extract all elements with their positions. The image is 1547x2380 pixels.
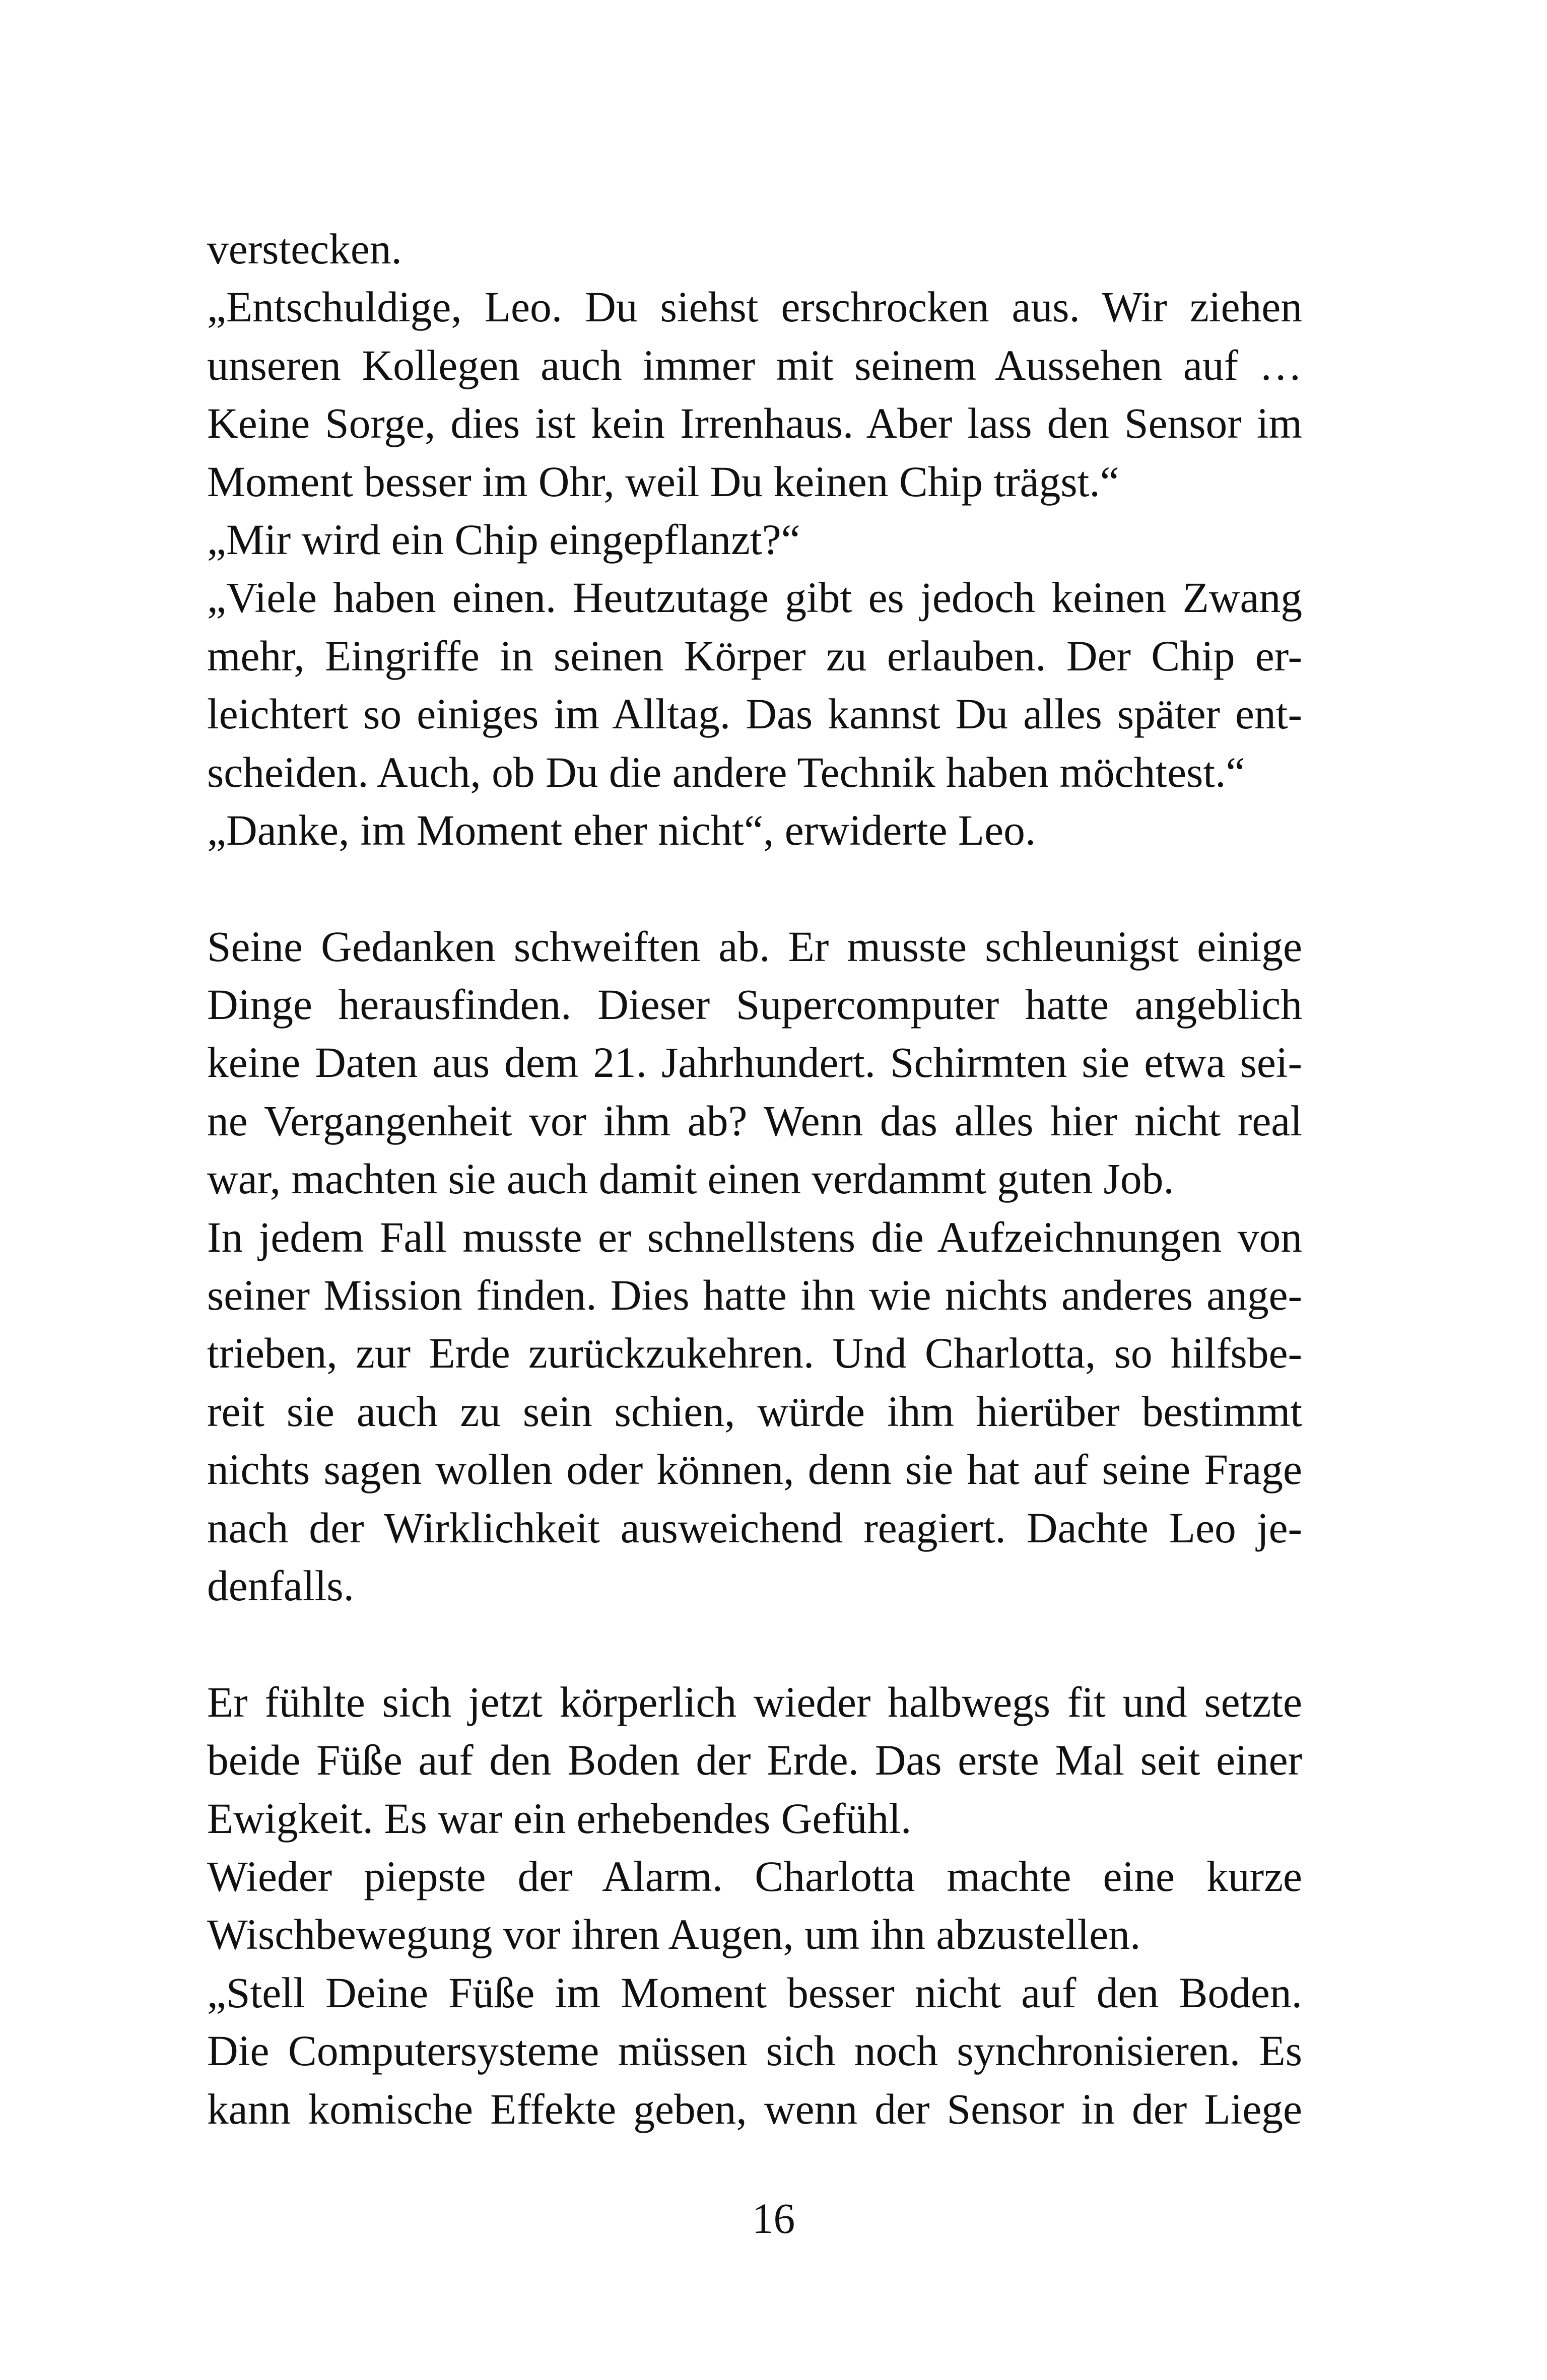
text-line: nichts sagen wollen oder können, denn sie hat auf seine Frage (207, 1446, 1302, 1494)
text-line: In jedem Fall musste er schnellstens die Aufzeichnungen von (207, 1213, 1302, 1261)
text-line: „Stell Deine Füße im Moment besser nicht auf den Boden. (207, 1969, 1302, 2017)
text-line: Dinge herausfinden. Dieser Supercomputer hatte angeblich (207, 981, 1302, 1029)
text-line: leichtert so einiges im Alltag. Das kannst Du alles später ent- (207, 691, 1302, 738)
paragraph (207, 279, 1302, 511)
text-line: Er fühlte sich jetzt körperlich wieder halbwegs fit und setzte (207, 1678, 1302, 1726)
paragraph-gap (207, 860, 1302, 918)
text-line: mehr, Eingriffe in seinen Körper zu erlauben. Der Chip er- (207, 632, 1302, 680)
paragraph (207, 1848, 1302, 1964)
body-text (207, 221, 1302, 2139)
text-line: „Danke, im Moment eher nicht“, erwiderte Leo. (207, 806, 1036, 854)
paragraph (207, 918, 1302, 1209)
text-line: Seine Gedanken schweiften ab. Er musste schleunigst einige (207, 923, 1302, 971)
text-line: „Entschuldige, Leo. Du siehst erschrocken aus. Wir ziehen (207, 284, 1302, 331)
paragraph-gap (207, 1615, 1302, 1673)
paragraph (207, 221, 1302, 279)
text-line: trieben, zur Erde zurückzukehren. Und Charlotta, so hilfsbe- (207, 1330, 1302, 1378)
text-line: „Mir wird ein Chip eingepflanzt?“ (207, 516, 800, 564)
text-line: kann komische Effekte geben, wenn der Sensor in der Liege (207, 2085, 1302, 2133)
paragraph (207, 511, 1302, 569)
text-line: war, machten sie auch damit einen verdammt guten Job. (207, 1155, 1174, 1203)
paragraph (207, 1964, 1302, 2139)
text-line: nach der Wirklichkeit ausweichend reagiert. Dachte Leo je- (207, 1504, 1302, 1552)
text-line: ne Vergangenheit vor ihm ab? Wenn das alles hier nicht real (207, 1097, 1302, 1145)
text-line: seiner Mission finden. Dies hatte ihn wie nichts anderes ange- (207, 1272, 1302, 1320)
text-line: denfalls. (207, 1562, 355, 1610)
text-line: scheiden. Auch, ob Du die andere Technik haben möchtest.“ (207, 749, 1245, 796)
text-line: Ewigkeit. Es war ein erhebendes Gefühl. (207, 1795, 912, 1843)
page-number: 16 (752, 2195, 795, 2242)
text-line: keine Daten aus dem 21. Jahrhundert. Schirmten sie etwa sei- (207, 1039, 1302, 1087)
paragraph (207, 1209, 1302, 1616)
paragraph (207, 569, 1302, 802)
text-line: verstecken. (207, 226, 402, 273)
paragraph (207, 1674, 1302, 1848)
paragraph (207, 802, 1302, 860)
text-line: beide Füße auf den Boden der Erde. Das erste Mal seit einer (207, 1737, 1302, 1785)
text-line: Wieder piepste der Alarm. Charlotta machte eine kurze (207, 1853, 1302, 1900)
text-line: unseren Kollegen auch immer mit seinem Aussehen auf … (207, 342, 1302, 389)
text-line: Wischbewegung vor ihren Augen, um ihn abzustellen. (207, 1911, 1141, 1959)
text-line: Moment besser im Ohr, weil Du keinen Chip trägst.“ (207, 458, 1119, 506)
text-line: Keine Sorge, dies ist kein Irrenhaus. Aber lass den Sensor im (207, 400, 1302, 448)
text-line: „Viele haben einen. Heutzutage gibt es jedoch keinen Zwang (207, 574, 1302, 622)
text-line: reit sie auch zu sein schien, würde ihm hierüber bestimmt (207, 1388, 1302, 1436)
text-line: Die Computersysteme müssen sich noch synchronisieren. Es (207, 2027, 1302, 2075)
